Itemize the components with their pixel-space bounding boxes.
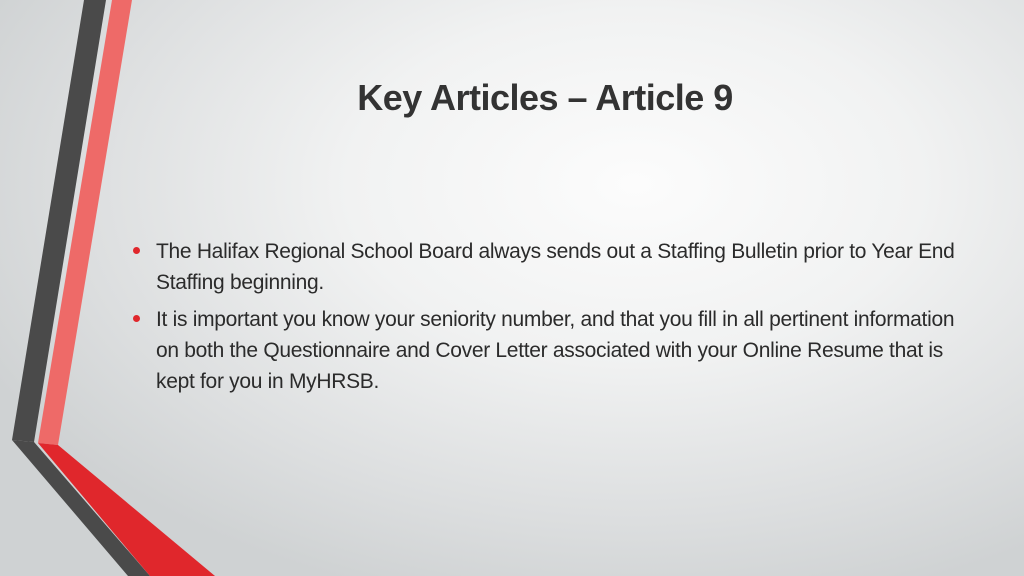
bullet-text: The Halifax Regional School Board always sends out a Staffing Bulletin prior to Year End Staffing beginning. [156,240,955,294]
slide-title: Key Articles – Article 9 [357,77,733,118]
bullet-list [130,236,970,403]
bullet-dot-icon [133,247,140,254]
bullet-item-staffing-bulletin [130,236,970,298]
bullet-item-seniority-number [130,304,970,397]
bullet-text: It is important you know your seniority number, and that you fill in all pertinent information on both the Questionnaire and Cover Letter associated with your Online Resume that is kept for you in MyHRSB. [156,308,955,393]
bullet-dot-icon [133,315,140,322]
